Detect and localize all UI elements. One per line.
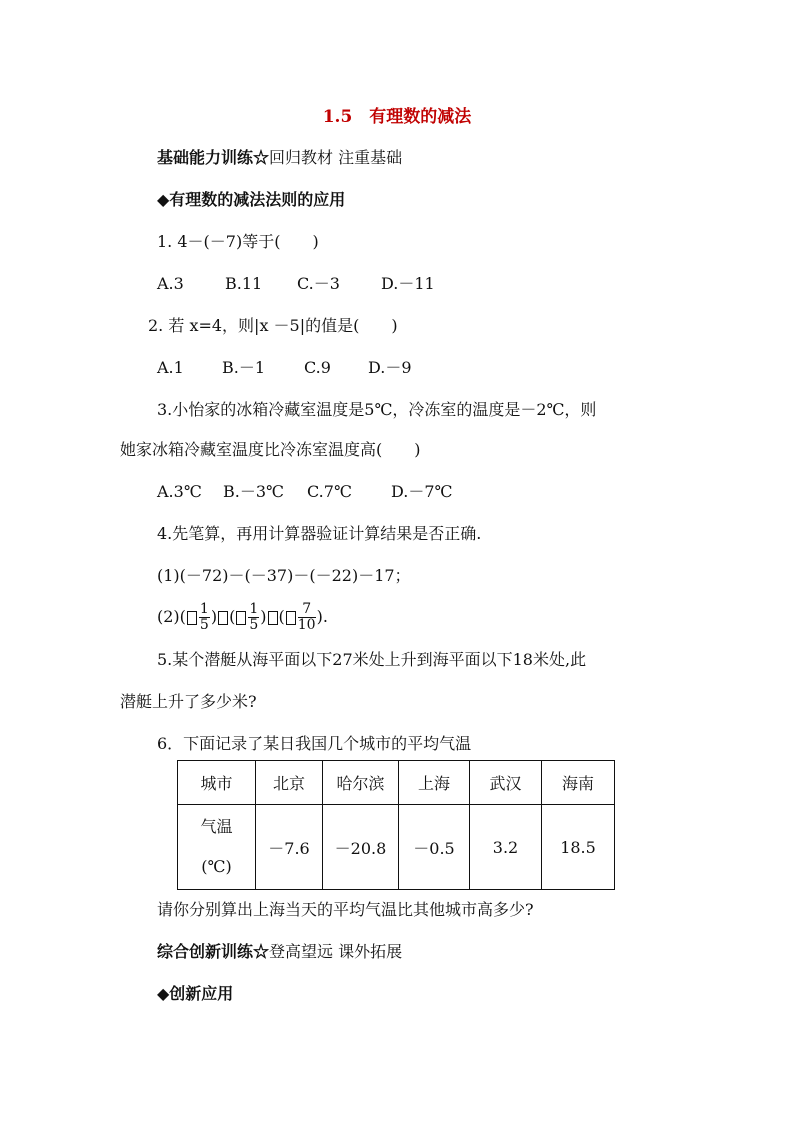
option-d: D.－9 [368,358,412,377]
subsection-heading-innovation: ◆创新应用 [157,984,234,1003]
question-1-stem: 1. 4－(－7)等于( ) [157,232,319,251]
section-heading-comprehensive-rest: 登高望远 课外拓展 [269,942,403,961]
expr-open-3: ( [278,607,285,626]
missing-symbol-box [286,611,296,625]
question-6-prompt: 请你分别算出上海当天的平均气温比其他城市高多少? [157,900,534,919]
question-4-part-1: (1)(－72)－(－37)－(－22)－17； [157,566,411,585]
page-title: 1.5 有理数的减法 [322,107,472,127]
fraction-3-denominator: 10 [297,617,316,633]
section-heading-comprehensive-bold: 综合创新训练☆ [157,942,270,961]
table-header-cell: 海南 [542,761,615,805]
row-label-line2: (℃) [201,857,232,876]
question-4-stem: 4.先笔算，再用计算器验证计算结果是否正确. [157,524,482,543]
question-4-part-2 [157,600,328,636]
question-3-stem-line2: 她家冰箱冷藏室温度比冷冻室温度高( ) [120,440,421,459]
question-5-line2: 潜艇上升了多少米? [120,692,257,711]
fraction-3-numerator: 7 [298,602,316,618]
missing-symbol-box [236,611,246,625]
option-a: A.3 [157,274,184,293]
table-header-row [178,761,615,805]
expr-open-2: ( [229,607,236,626]
missing-symbol-box [268,611,278,625]
missing-symbol-box [187,611,197,625]
section-heading-comprehensive [157,942,402,962]
option-c: C.9 [304,358,331,377]
option-c: C.－3 [297,274,340,293]
table-header-cell: 哈尔滨 [323,761,399,805]
expr-close-1: ) [210,607,218,626]
table-cell: －20.8 [323,805,399,890]
table-header-cell: 城市 [178,761,256,805]
question-2-stem: 2. 若 x=4，则|x －5|的值是( ) [148,316,398,335]
option-d: D.－11 [381,274,435,293]
section-heading-basic-rest: 回归教材 注重基础 [269,148,403,167]
table-row-label [178,805,256,890]
question-2-options [157,358,412,378]
expr-suffix: ). [316,607,328,626]
expr-prefix: (2)( [157,607,186,626]
row-label-line1: 气温 [200,817,233,836]
section-heading-basic-bold: 基础能力训练☆ [157,148,270,167]
option-a: A.1 [157,358,184,377]
table-cell: 3.2 [470,805,542,890]
option-b: B.－1 [222,358,266,377]
subsection-heading-subtraction-rule: ◆有理数的减法法则的应用 [157,190,346,209]
option-d: D.－7℃ [391,482,453,501]
temperature-table [177,760,615,890]
question-5-line1: 5.某个潜艇从海平面以下27米处上升到海平面以下18米处,此 [157,650,587,669]
fraction-2-denominator: 5 [249,617,259,633]
table-cell: －7.6 [256,805,323,890]
question-3-stem-line1: 3.小怡家的冰箱冷藏室温度是5℃，冷冻室的温度是－2℃，则 [157,400,597,419]
table-header-cell: 武汉 [470,761,542,805]
missing-symbol-box [218,611,228,625]
table-row [178,805,615,890]
table-header-cell: 上海 [399,761,470,805]
table-cell: －0.5 [399,805,470,890]
fraction-1 [199,602,210,633]
option-b: B.－3℃ [223,482,284,501]
question-1-options [157,274,435,294]
fraction-3 [298,602,316,633]
expr-close-2: ) [260,607,267,626]
fraction-2 [248,602,259,633]
option-a: A.3℃ [157,482,202,501]
table-header-cell: 北京 [256,761,323,805]
fraction-2-numerator: 1 [249,601,259,617]
question-6-stem: 6．下面记录了某日我国几个城市的平均气温 [157,734,472,753]
question-3-options [157,482,452,502]
option-c: C.7℃ [307,482,352,501]
fraction-1-denominator: 5 [199,617,209,633]
table-cell: 18.5 [542,805,615,890]
section-heading-basic [157,148,402,168]
option-b: B.11 [225,274,263,293]
fraction-1-numerator: 1 [199,601,209,617]
